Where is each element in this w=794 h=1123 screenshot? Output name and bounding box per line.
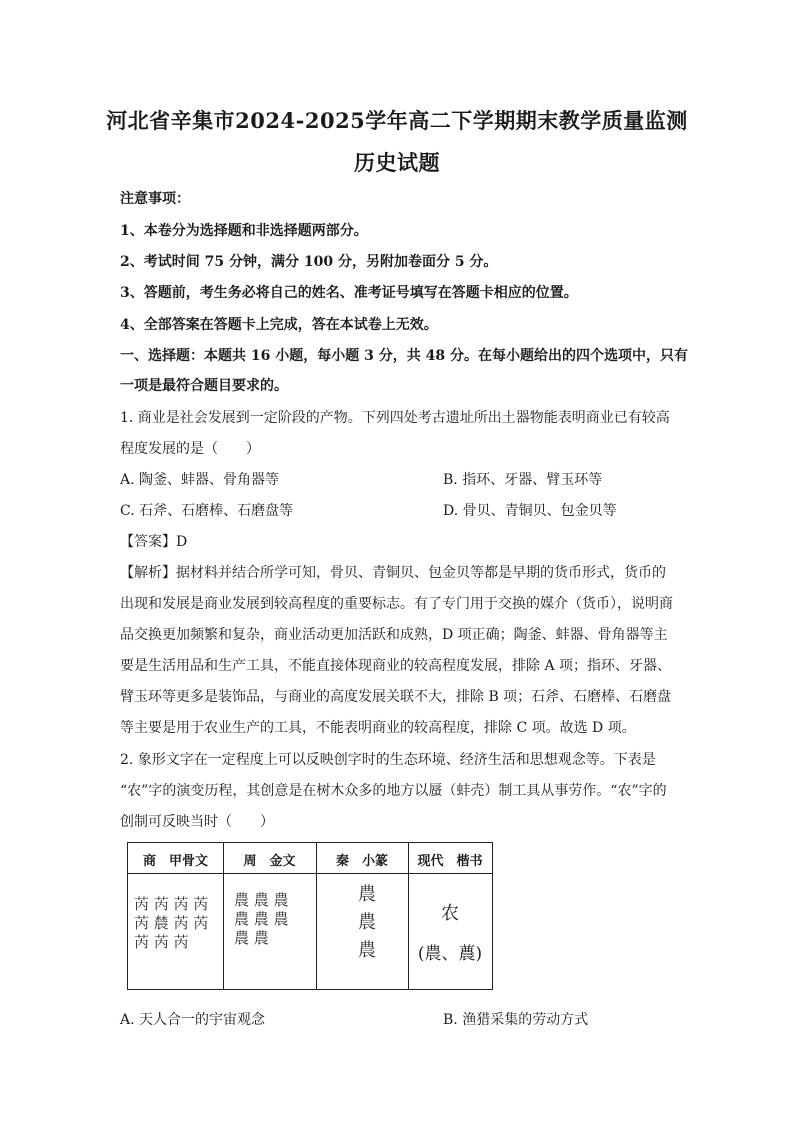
glyph-row: 芮 辳 芮 芮 [134, 914, 209, 932]
q1-stem-line1: 1. 商业是社会发展到一定阶段的产物。下列四处考古遗址所出土器物能表明商业已有较高 [120, 410, 670, 426]
notice-item-2: 2、考试时间 75 分钟，满分 100 分，另附加卷面分 5 分。 [120, 254, 498, 270]
q2-stem-line2: “农”字的演变历程，其创意是在树木众多的地方以蜃（蚌壳）制工具从事劳作。“农”字的 [120, 783, 667, 799]
q2-option-b: B. 渔猎采集的劳动方式 [443, 1012, 589, 1028]
notice-item-4: 4、全部答案在答题卡上完成，答在本试卷上无效。 [120, 317, 438, 333]
glyph-row: 芮 芮 芮 芮 [134, 895, 209, 913]
glyph-row: 農 農 農 [234, 910, 289, 928]
oracle-bone-glyphs [134, 895, 220, 952]
notice-item-3: 3、答题前，考生务必将自己的姓名、准考证号填写在答题卡相应的位置。 [120, 285, 578, 301]
exam-subtitle: 历史试题 [354, 150, 440, 175]
glyph-row: 芮 芮 芮 [134, 933, 189, 951]
q1-analysis-line1: 【解析】据材料并结合所学可知，骨贝、青铜贝、包金贝等都是早期的货币形式，货币的 [120, 565, 666, 581]
q2-stem-line1: 2. 象形文字在一定程度上可以反映创字时的生态环境、经济生活和思想观念等。下表是 [120, 752, 656, 768]
q1-analysis-line3: 品交换更加频繁和复杂，商业活动更加活跃和成熟，D 项正确；陶釜、蚌器、骨角器等主 [120, 627, 668, 643]
q1-option-d: D. 骨贝、青铜贝、包金贝等 [443, 503, 617, 519]
notice-heading: 注意事项： [120, 191, 190, 207]
glyph-row: 農 [358, 912, 376, 933]
glyph-row: 農 農 農 [234, 891, 289, 909]
q1-analysis-line4: 要是生活用品和生产工具，不能直接体现商业的较高程度发展，排除 A 项；指环、牙器、 [120, 658, 672, 674]
q2-stem-line3: 创制可反映当时（ ） [120, 814, 274, 830]
q1-option-c: C. 石斧、石磨棒、石磨盘等 [120, 503, 294, 519]
notice-item-1: 1、本卷分为选择题和非选择题两部分。 [120, 223, 368, 239]
section-heading-line2: 一项是最符合题目要求的。 [120, 378, 288, 394]
q1-option-a: A. 陶釜、蚌器、骨角器等 [120, 472, 280, 488]
q1-answer: 【答案】D [120, 534, 188, 550]
section-heading-line1: 一、选择题：本题共 16 小题，每小题 3 分，共 48 分。在每小题给出的四个选项中，只有 [120, 348, 688, 364]
bronze-glyphs [234, 891, 314, 948]
header-small-seal: 秦 小篆 [335, 854, 388, 869]
q1-analysis-line5: 臂玉环等更多是装饰品，与商业的高度发展关联不大，排除 B 项；石斧、石磨棒、石磨盘 [120, 689, 672, 705]
modern-character: 农 [441, 903, 459, 924]
glyph-row: 農 [358, 940, 376, 961]
q1-stem-line2: 程度发展的是（ ） [120, 441, 260, 457]
header-bronze: 周 金文 [243, 854, 296, 869]
modern-variants: (農、蕽) [417, 944, 483, 964]
q1-option-b: B. 指环、牙器、臂玉环等 [443, 472, 603, 488]
q1-analysis-line2: 出现和发展是商业发展到较高程度的重要标志。有了专门用于交换的媒介（货币），说明商 [120, 596, 673, 612]
header-oracle-bone: 商 甲骨文 [142, 854, 208, 869]
character-evolution-table [127, 842, 493, 990]
glyph-row: 農 農 [234, 929, 269, 947]
q2-option-a: A. 天人合一的宇宙观念 [120, 1012, 266, 1028]
exam-title: 河北省辛集市2024-2025学年高二下学期期末教学质量监测 [106, 108, 688, 133]
header-regular-script: 现代 楷书 [417, 854, 483, 869]
glyph-row: 農 [358, 884, 376, 905]
seal-glyphs [352, 881, 382, 965]
q1-analysis-line6: 等主要是用于农业生产的工具，不能表明商业的较高程度，排除 C 项。故选 D 项。 [120, 720, 636, 736]
